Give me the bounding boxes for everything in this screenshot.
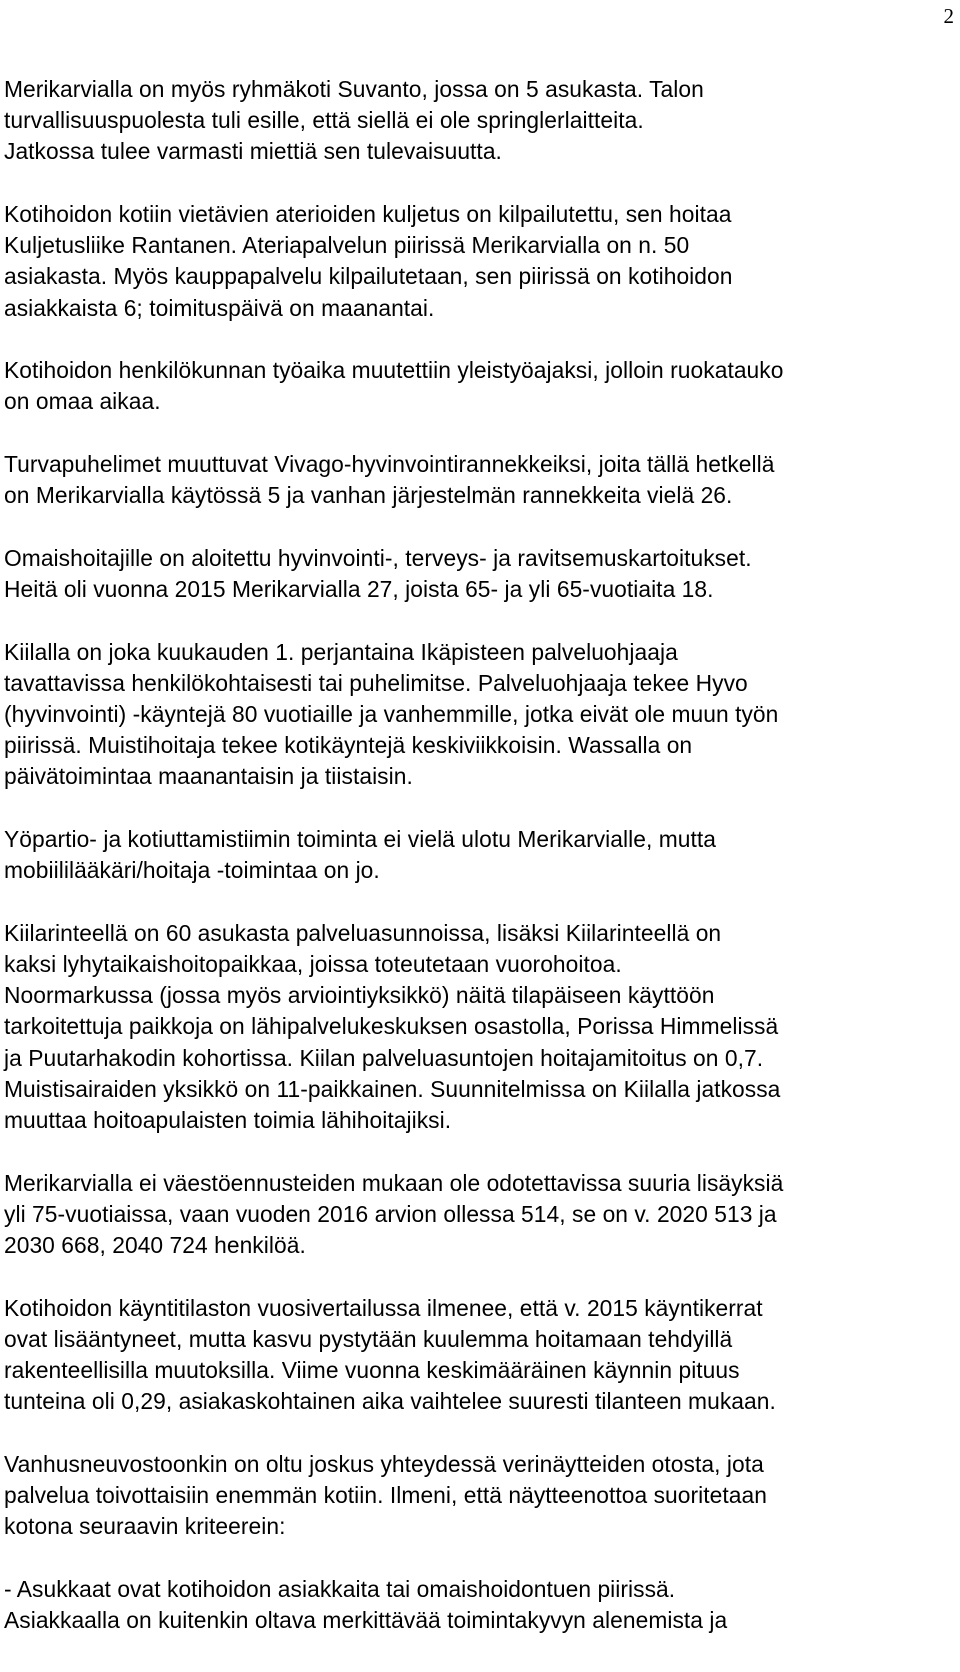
text-line: turvallisuuspuolesta tuli esille, että siellä ei ole springlerlaitteita.	[4, 107, 644, 134]
text-line: päivätoimintaa maanantaisin ja tiistaisin.	[4, 763, 413, 790]
text-line: Merikarvialla ei väestöennusteiden mukaan ole odotettavissa suuria lisäyksiä	[4, 1169, 784, 1196]
text-line: Heitä oli vuonna 2015 Merikarvialla 27, joista 65- ja yli 65-vuotiaita 18.	[4, 576, 714, 602]
text-line: Jatkossa tulee varmasti miettiä sen tulevaisuutta.	[4, 138, 502, 165]
text-line: Turvapuhelimet muuttuvat Vivago-hyvinvointirannekkeiksi, joita tällä hetkellä	[4, 451, 775, 477]
text-line: Asiakkaalla on kuitenkin oltava merkittävää toimintakyvyn alenemista ja	[4, 1607, 728, 1634]
text-line: piirissä. Muistihoitaja tekee kotikäyntejä keskiviikkoisin. Wassalla on	[4, 732, 693, 759]
paragraph	[4, 824, 954, 886]
text-line: rakenteellisilla muutoksilla. Viime vuonna keskimääräinen käynnin pituus	[4, 1357, 740, 1384]
text-line: 2030 668, 2040 724 henkilöä.	[4, 1232, 306, 1259]
text-line: tarkoitettuja paikkoja on lähipalvelukeskuksen osastolla, Porissa Himmelissä	[4, 1013, 779, 1040]
paragraph	[4, 74, 954, 168]
document-body	[4, 74, 954, 1636]
text-line: Yöpartio- ja kotiuttamistiimin toiminta ei vielä ulotu Merikarvialle, mutta	[4, 826, 716, 852]
text-line: tunteina oli 0,29, asiakaskohtainen aika vaihtelee suuresti tilanteen mukaan.	[4, 1388, 776, 1415]
text-line: Noormarkussa (jossa myös arviointiyksikkö) näitä tilapäiseen käyttöön	[4, 982, 715, 1009]
text-line: Kotihoidon käyntitilaston vuosivertailussa ilmenee, että v. 2015 käyntikerrat	[4, 1294, 763, 1321]
paragraph	[4, 355, 954, 417]
text-line: Omaishoitajille on aloitettu hyvinvointi-, terveys- ja ravitsemuskartoitukset.	[4, 544, 752, 571]
paragraph	[4, 918, 954, 1136]
text-line: Kuljetusliike Rantanen. Ateriapalvelun piirissä Merikarvialla on n. 50	[4, 232, 690, 259]
text-line: Muistisairaiden yksikkö on 11-paikkainen. Suunnitelmissa on Kiilalla jatkossa	[4, 1075, 781, 1102]
paragraph	[4, 449, 954, 511]
text-line: Kotihoidon henkilökunnan työaika muutettiin yleistyöajaksi, jolloin ruokatauko	[4, 357, 784, 384]
paragraph	[4, 543, 954, 605]
text-line: Merikarvialla on myös ryhmäkoti Suvanto, jossa on 5 asukasta. Talon	[4, 76, 704, 102]
paragraph	[4, 1574, 954, 1636]
text-line: yli 75-vuotiaissa, vaan vuoden 2016 arvion ollessa 514, se on v. 2020 513 ja	[4, 1200, 777, 1227]
text-line: - Asukkaat ovat kotihoidon asiakkaita tai omaishoidontuen piirissä.	[4, 1575, 676, 1602]
paragraph	[4, 1449, 954, 1543]
text-line: asiakasta. Myös kauppapalvelu kilpailutetaan, sen piirissä on kotihoidon	[4, 263, 733, 290]
paragraph	[4, 1168, 954, 1262]
text-line: Kiilarinteellä on 60 asukasta palveluasunnoissa, lisäksi Kiilarinteellä on	[4, 919, 722, 946]
text-line: Vanhusneuvostoonkin on oltu joskus yhteydessä verinäytteiden otosta, jota	[4, 1450, 764, 1477]
text-line: kotona seuraavin kriteerein:	[4, 1513, 286, 1540]
text-line: Kiilalla on joka kuukauden 1. perjantaina Ikäpisteen palveluohjaaja	[4, 638, 678, 665]
text-line: muuttaa hoitoapulaisten toimia lähihoitajiksi.	[4, 1107, 452, 1134]
text-line: ja Puutarhakodin kohortissa. Kiilan palveluasuntojen hoitajamitoitus on 0,7.	[4, 1044, 764, 1071]
text-line: mobiililääkäri/hoitaja -toimintaa on jo.	[4, 857, 380, 884]
text-line: kaksi lyhytaikaishoitopaikkaa, joissa toteutetaan vuorohoitoa.	[4, 951, 622, 977]
text-line: (hyvinvointi) -käyntejä 80 vuotiaille ja vanhemmille, jotka eivät ole muun työn	[4, 701, 779, 727]
text-line: palvelua toivottaisiin enemmän kotiin. Ilmeni, että näytteenottoa suoritetaan	[4, 1482, 767, 1509]
text-line: Kotihoidon kotiin vietävien aterioiden kuljetus on kilpailutettu, sen hoitaa	[4, 201, 732, 227]
paragraph	[4, 1293, 954, 1418]
paragraph	[4, 199, 954, 324]
paragraph	[4, 637, 954, 793]
text-line: tavattavissa henkilökohtaisesti tai puhelimitse. Palveluohjaaja tekee Hyvo	[4, 669, 748, 696]
text-line: ovat lisääntyneet, mutta kasvu pystytään kuulemma hoitamaan tehdyillä	[4, 1325, 733, 1352]
text-line: on Merikarvialla käytössä 5 ja vanhan järjestelmän rannekkeita vielä 26.	[4, 482, 733, 509]
text-line: on omaa aikaa.	[4, 388, 161, 415]
page-number: 2	[943, 4, 954, 28]
text-line: asiakkaista 6; toimituspäivä on maanantai.	[4, 294, 435, 321]
